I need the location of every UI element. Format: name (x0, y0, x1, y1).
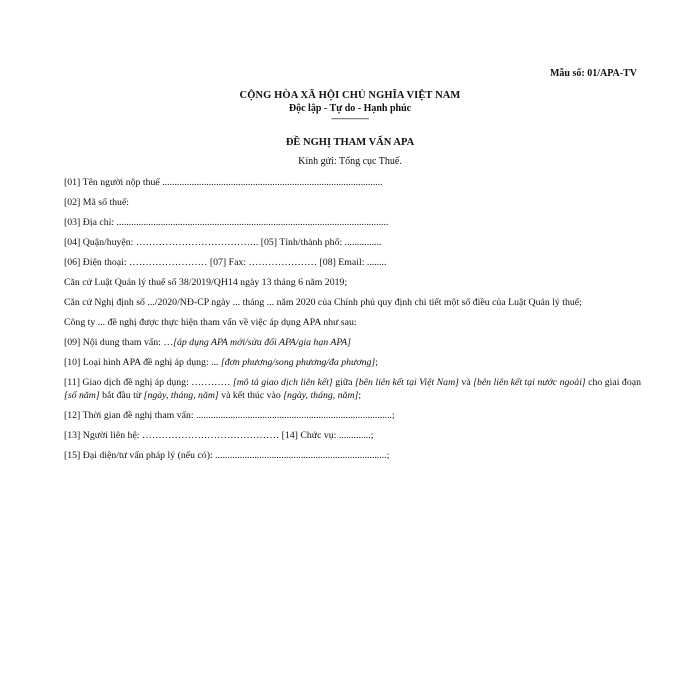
field-11-start-text: bắt đầu từ (99, 390, 144, 401)
form-code: Mẫu số: 01/APA-TV (549, 68, 637, 79)
field-11-and: và (458, 377, 474, 388)
field-04-district: [04] Quận/huyện: ……………………………….. (64, 237, 259, 248)
field-11-transaction (64, 376, 644, 402)
field-11-end-date: [ngày, tháng, năm] (283, 390, 359, 401)
recipient-line: Kính gửi: Tổng cục Thuế. (298, 156, 402, 167)
field-05-province: [05] Tỉnh/thành phố: ............... (258, 237, 382, 248)
field-07-fax: [07] Fax: ………………… (207, 257, 318, 268)
legal-basis-decree: Căn cứ Nghị định số .../2020/NĐ-CP ngày ... tháng ... năm 2020 của Chính phủ quy định chi tiết một số điều của Luật Quản lý thuế; (64, 297, 582, 308)
field-15-legal-representative: [15] Đại diện/tư vấn pháp lý (nếu có): ......................................................................; (64, 450, 390, 461)
field-09-consultation-content (64, 336, 644, 349)
document-title: ĐỀ NGHỊ THAM VẤN APA (285, 137, 415, 148)
field-06-phone: [06] Điện thoại: …………………… (64, 257, 208, 268)
field-09-label: [09] Nội dung tham vấn: … (64, 337, 174, 348)
field-11-label: [11] Giao dịch đề nghị áp dụng: ………… (64, 377, 233, 388)
field-11-between: giữa (332, 377, 355, 388)
field-08-email: [08] Email: ........ (317, 257, 387, 268)
field-11-start-date: [ngày, tháng, năm] (143, 390, 219, 401)
field-11-years: [số năm] (64, 390, 100, 401)
legal-basis-law: Căn cứ Luật Quản lý thuế số 38/2019/QH14 ngày 13 tháng 6 năm 2019; (64, 277, 348, 288)
field-11-foreign-party: [bên liên kết tại nước ngoài] (473, 377, 586, 388)
field-11-end-text: và kết thúc vào (218, 390, 284, 401)
field-11-terminator: ; (358, 390, 362, 401)
field-02-tax-code: [02] Mã số thuế: (64, 197, 130, 208)
field-12-consultation-time: [12] Thời gian đề nghị tham vấn: ................................................................................; (64, 410, 395, 421)
field-10-apa-type (64, 356, 644, 369)
field-10-end: ; (375, 357, 378, 368)
field-11-period-text: cho giai đoạn (585, 377, 641, 388)
field-06-08-contact (64, 256, 644, 269)
field-10-value: [đơn phương/song phương/đa phương] (220, 357, 376, 368)
field-03-address: [03] Địa chỉ: ............................................................................................................... (64, 217, 389, 228)
national-motto: Độc lập - Tự do - Hạnh phúc (288, 103, 412, 114)
header-divider: --------------- (331, 113, 369, 123)
field-13-14-contact-person (64, 429, 644, 442)
field-04-05-district-province (64, 236, 644, 249)
form-body (64, 176, 644, 462)
field-11-transaction-desc: [mô tả giao dịch liên kết] (232, 377, 333, 388)
field-10-label: [10] Loại hình APA đề nghị áp dụng: ... (64, 357, 221, 368)
field-01-taxpayer-name: [01] Tên người nộp thuế .......................................................................................... (64, 177, 383, 188)
field-14-position: [14] Chức vụ: .............; (279, 430, 374, 441)
field-09-value: [áp dụng APA mới/sửa đổi APA/gia hạn APA] (173, 337, 351, 348)
field-13-contact-person: [13] Người liên hệ: …………………………………… (64, 430, 280, 441)
national-title: CỘNG HÒA XÃ HỘI CHỦ NGHĨA VIỆT NAM (239, 90, 461, 101)
request-statement: Công ty ... đề nghị được thực hiện tham vấn về việc áp dụng APA như sau: (64, 317, 357, 328)
field-11-vn-party: [bên liên kết tại Việt Nam] (354, 377, 459, 388)
